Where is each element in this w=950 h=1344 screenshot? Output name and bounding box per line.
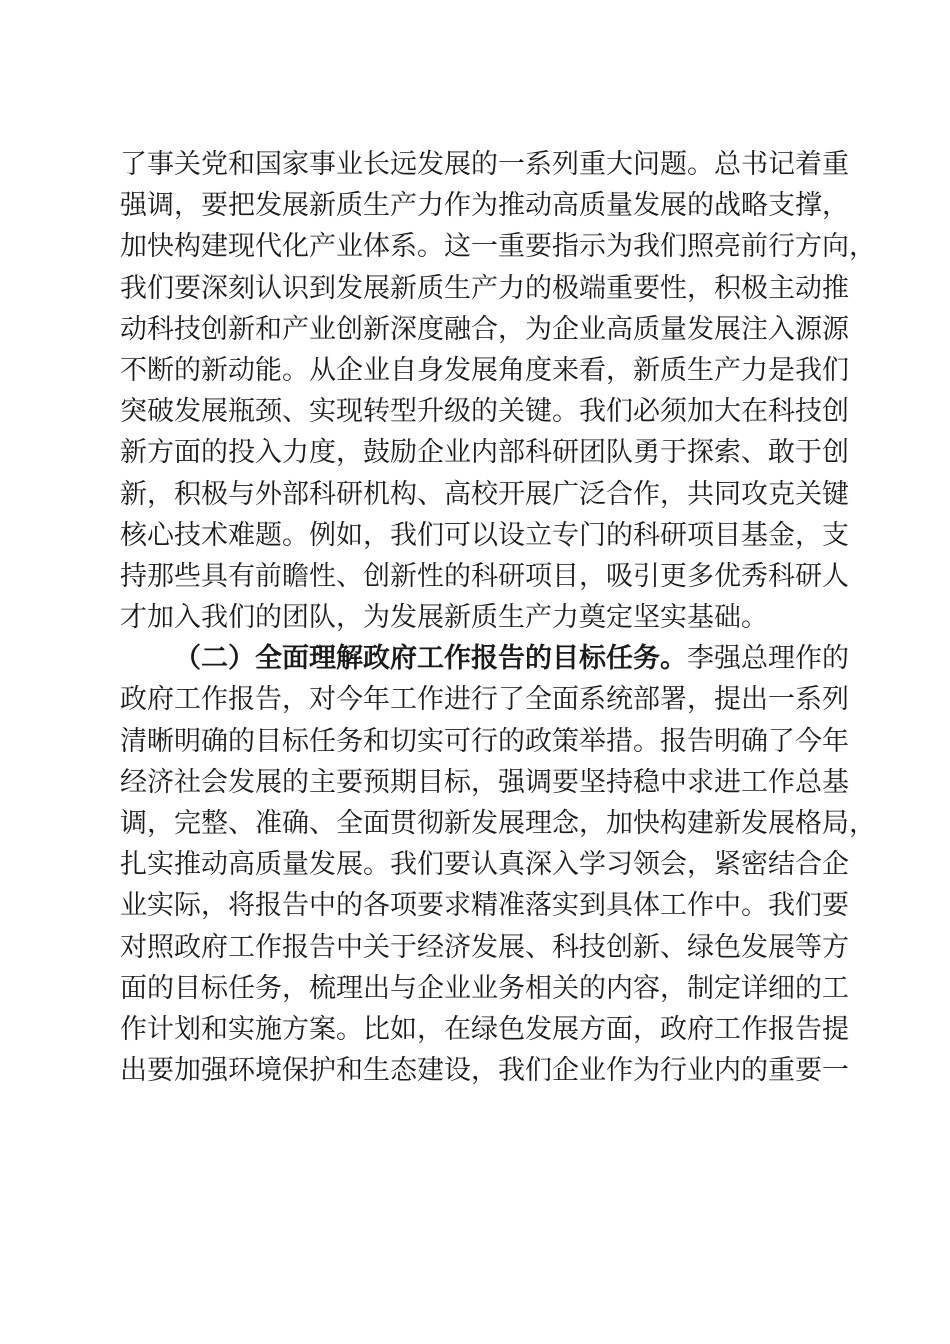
paragraph-2 [120, 638, 876, 1091]
text-line: 面的目标任务，梳理出与企业业务相关的内容，制定详细的工 [120, 972, 849, 1004]
text-line: 业实际，将报告中的各项要求精准落实到具体工作中。我们要 [120, 890, 849, 922]
text-line: 加快构建现代化产业体系。这一重要指示为我们照亮前行方向， [120, 231, 876, 263]
section-heading-line [120, 638, 849, 679]
text-line: 动科技创新和产业创新深度融合，为企业高质量发展注入源源 [120, 313, 849, 345]
paragraph-1 [120, 144, 876, 638]
text-line: 强调，要把发展新质生产力作为推动高质量发展的战略支撑， [120, 190, 849, 222]
text-line: 持那些具有前瞻性、创新性的科研项目，吸引更多优秀科研人 [120, 560, 849, 592]
heading-line-text: 李强总理作的 [687, 643, 849, 675]
section-heading: （二）全面理解政府工作报告的目标任务。 [174, 643, 687, 675]
text-line: 才加入我们的团队，为发展新质生产力奠定坚实基础。 [120, 602, 768, 634]
text-line: 突破发展瓶颈、实现转型升级的关键。我们必须加大在科技创 [120, 396, 849, 428]
body-text [120, 144, 876, 1091]
text-line: 对照政府工作报告中关于经济发展、科技创新、绿色发展等方 [120, 931, 849, 963]
text-line: 出要加强环境保护和生态建设，我们企业作为行业内的重要一 [120, 1055, 849, 1087]
text-line: 经济社会发展的主要预期目标，强调要坚持稳中求进工作总基 [120, 766, 849, 798]
text-line: 扎实推动高质量发展。我们要认真深入学习领会，紧密结合企 [120, 849, 849, 881]
text-line: 核心技术难题。例如，我们可以设立专门的科研项目基金，支 [120, 519, 849, 551]
text-line: 了事关党和国家事业长远发展的一系列重大问题。总书记着重 [120, 149, 849, 180]
text-line: 不断的新动能。从企业自身发展角度来看，新质生产力是我们 [120, 354, 849, 386]
text-line: 政府工作报告，对今年工作进行了全面系统部署，提出一系列 [120, 684, 849, 716]
text-line: 新方面的投入力度，鼓励企业内部科研团队勇于探索、敢于创 [120, 437, 849, 469]
text-line: 清晰明确的目标任务和切实可行的政策举措。报告明确了今年 [120, 725, 849, 757]
text-line: 作计划和实施方案。比如，在绿色发展方面，政府工作报告提 [120, 1013, 849, 1045]
text-line: 我们要深刻认识到发展新质生产力的极端重要性，积极主动推 [120, 272, 849, 304]
text-line: 调，完整、准确、全面贯彻新发展理念，加快构建新发展格局， [120, 808, 876, 839]
text-line: 新，积极与外部科研机构、高校开展广泛合作，共同攻克关键 [120, 478, 849, 510]
